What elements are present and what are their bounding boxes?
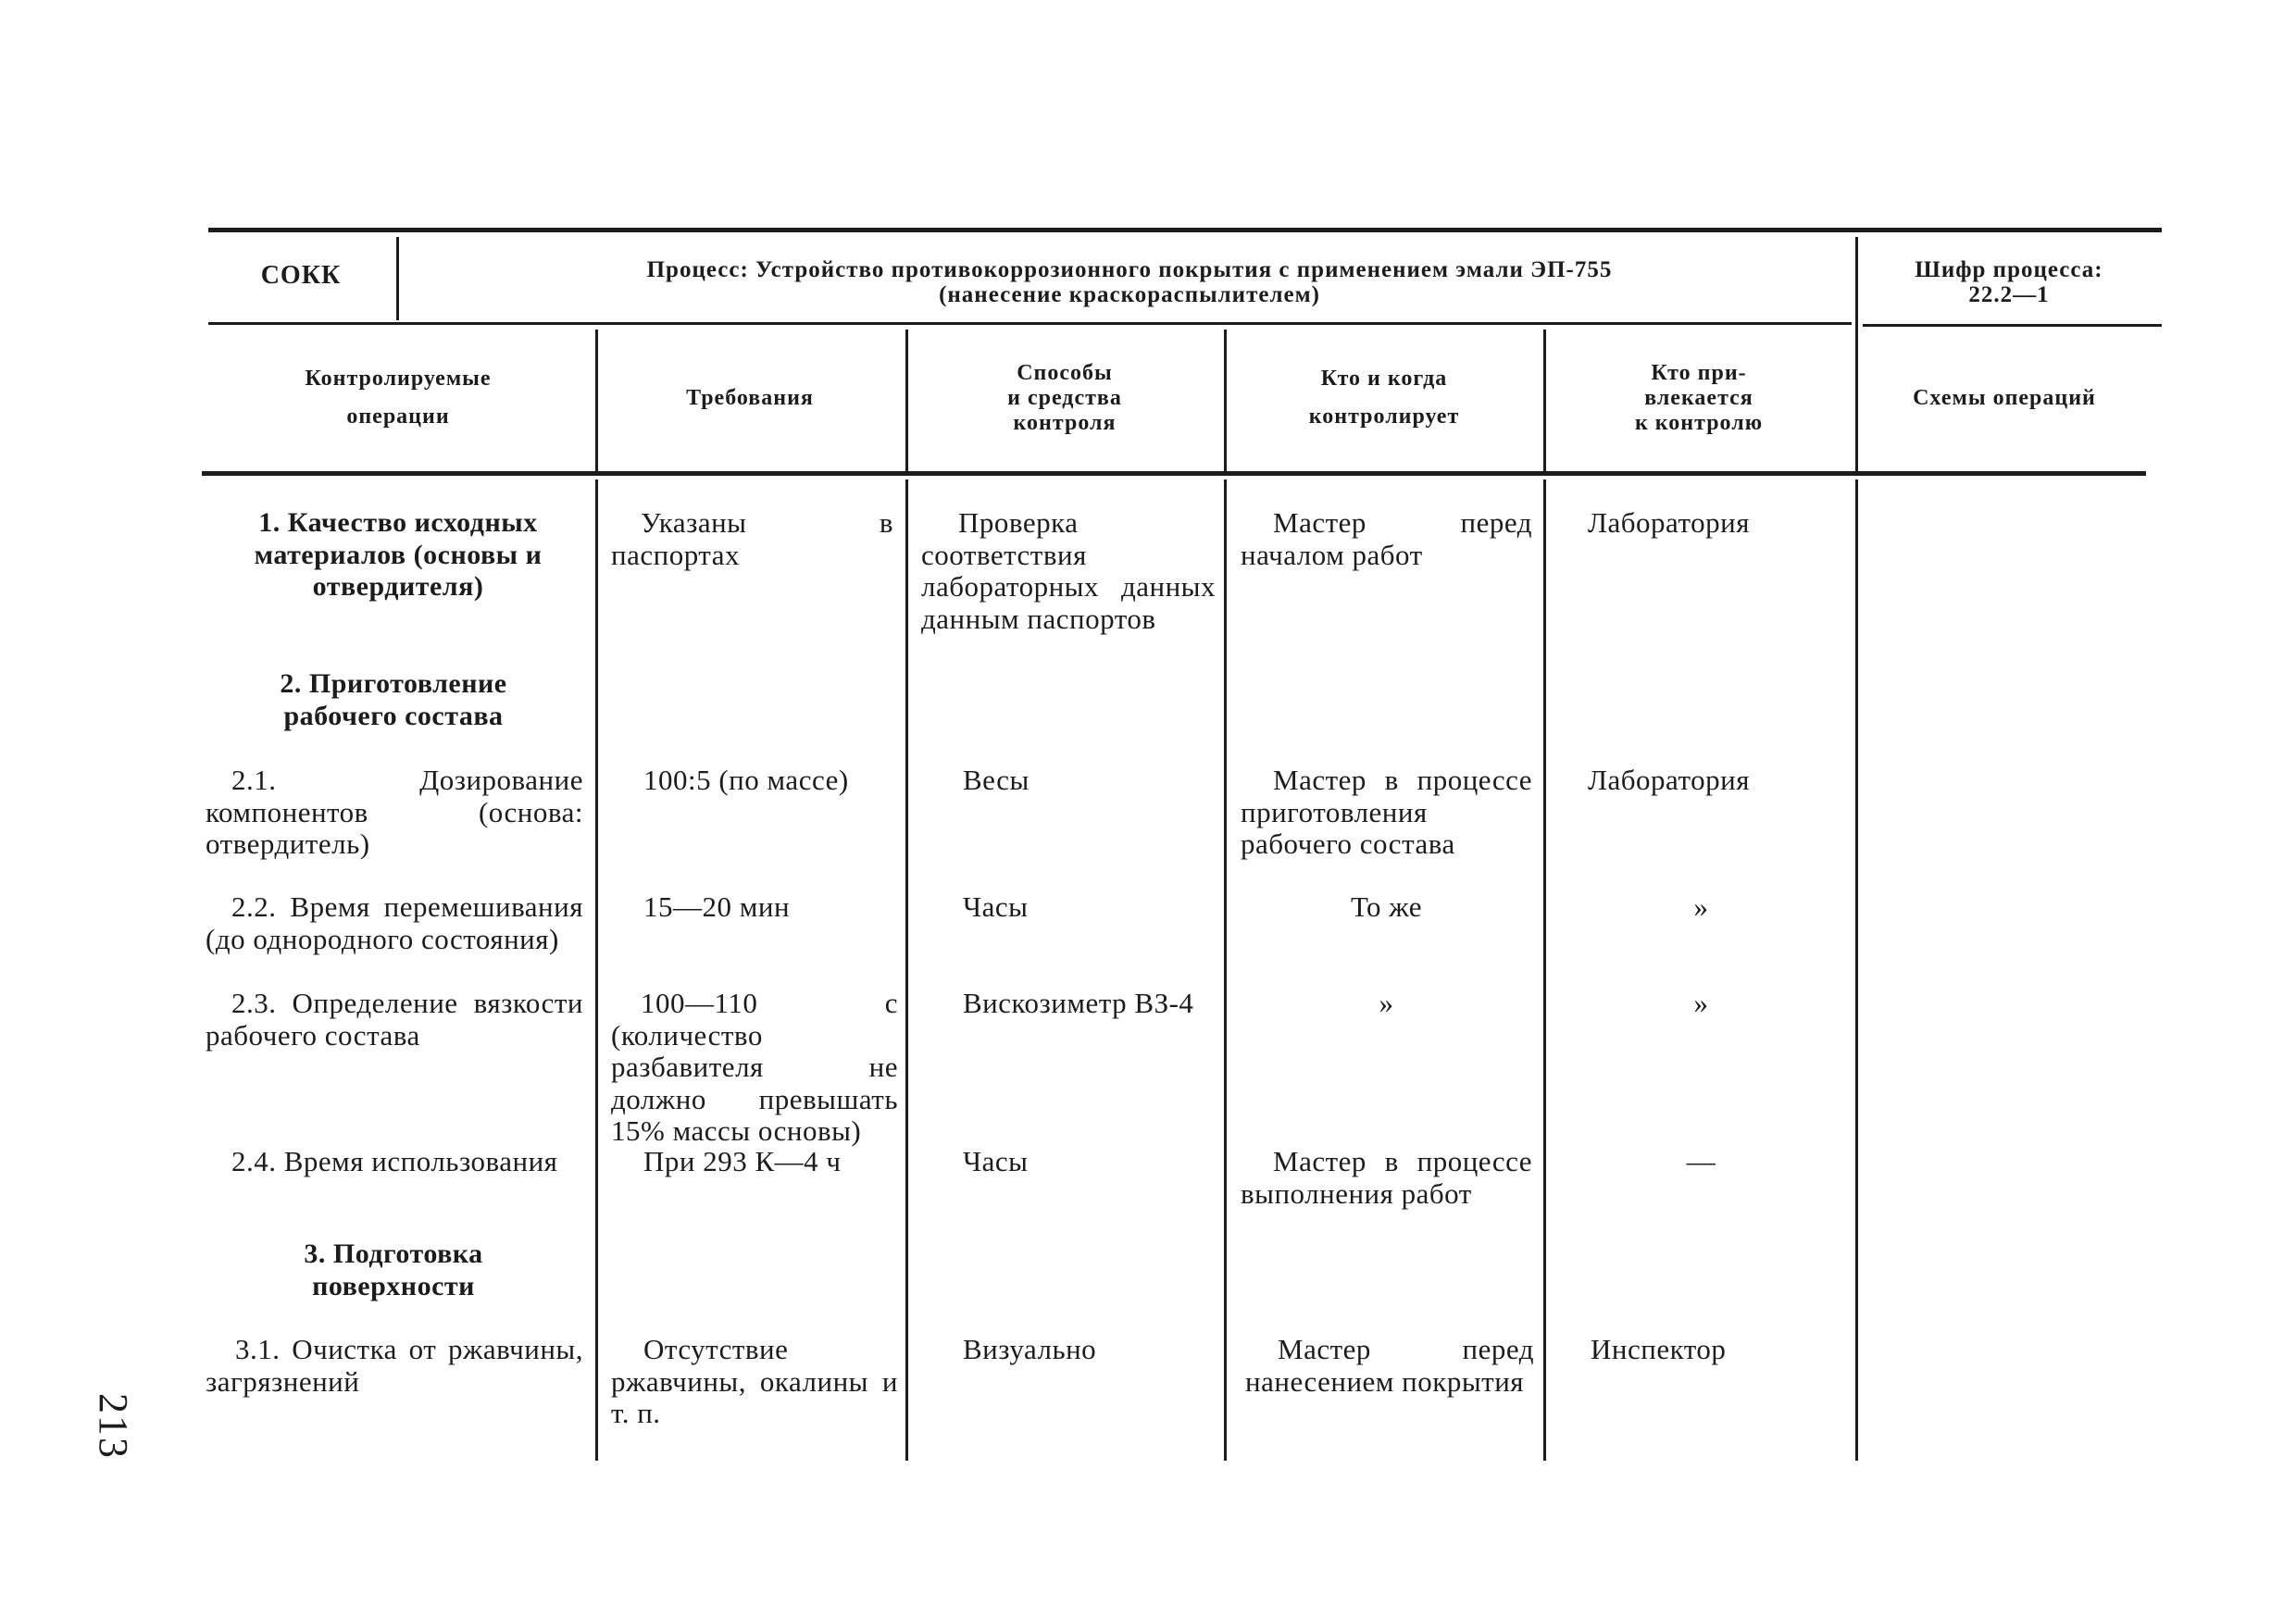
header-divider-2 bbox=[1855, 237, 1858, 330]
col-header-involved: Кто при- влекается к контролю bbox=[1634, 360, 1764, 435]
row-2-4-method: Часы bbox=[963, 1145, 1029, 1177]
row-2-1-who: Мастер в процессе приготовления рабочего состава bbox=[1241, 764, 1532, 860]
row-1-who: Мастер перед началом работ bbox=[1241, 506, 1532, 571]
col-header-requirements: Требования bbox=[686, 385, 814, 410]
col-divider-5 bbox=[1855, 330, 1858, 472]
row-2-2-who: То же bbox=[1350, 890, 1423, 923]
top-rule bbox=[208, 228, 2162, 232]
row-2-3-who: » bbox=[1379, 987, 1394, 1019]
process-code-label: Шифр процесса: bbox=[1915, 257, 2103, 282]
col-header-methods: Способы и средства контроля bbox=[1007, 360, 1122, 435]
row-1-operation: 1. Качество исходных материалов (основы и отвердителя) bbox=[254, 507, 543, 602]
row-3-1-operation: 3.1. Очистка от ржавчины, загрязнений bbox=[206, 1333, 583, 1398]
body-divider-5 bbox=[1855, 479, 1858, 1461]
row-2-4-requirement: При 293 К—4 ч bbox=[643, 1145, 842, 1177]
col-divider-2 bbox=[905, 330, 908, 472]
row-3-1-who: Мастер перед нанесением покрытия bbox=[1245, 1333, 1534, 1398]
row-2-2-involved: » bbox=[1693, 890, 1709, 923]
body-divider-3 bbox=[1224, 479, 1227, 1461]
body-divider-1 bbox=[595, 479, 598, 1461]
row-2-3-method: Вискозиметр ВЗ-4 bbox=[963, 987, 1194, 1019]
process-code bbox=[1870, 257, 2148, 307]
col-divider-1 bbox=[595, 330, 598, 472]
process-code-value: 22.2—1 bbox=[1968, 282, 2050, 307]
row-2-3-requirement: 100—110 с (количество разбавителя не должно превышать 15% массы основы) bbox=[611, 987, 898, 1147]
row-2-2-method: Часы bbox=[963, 890, 1029, 923]
row-3-1-requirement: Отсутствие ржавчины, окалины и т. п. bbox=[611, 1333, 898, 1429]
row-2-3-operation: 2.3. Определение вязкости рабочего состава bbox=[206, 987, 583, 1052]
header-divider-1 bbox=[396, 237, 399, 320]
row-2-4-who: Мастер в процессе выполнения работ bbox=[1241, 1145, 1532, 1210]
col-header-schemes: Схемы операций bbox=[1913, 385, 2096, 410]
col-header-operations: Контролируемые операции bbox=[305, 367, 492, 429]
row-2-1-involved: Лаборатория bbox=[1588, 764, 1751, 796]
header-bottom-rule-left bbox=[208, 322, 1852, 325]
row-2-1-requirement: 100:5 (по массе) bbox=[643, 764, 849, 796]
row-3-1-involved: Инспектор bbox=[1591, 1333, 1727, 1365]
row-2-2-operation: 2.2. Время перемешивания (до однородного состояния) bbox=[206, 890, 583, 955]
body-divider-4 bbox=[1543, 479, 1546, 1461]
row-2-3-involved: » bbox=[1693, 987, 1709, 1019]
sokk-label: СОКК bbox=[260, 261, 342, 290]
row-2-section-heading: 2. Приготовление рабочего состава bbox=[280, 668, 507, 731]
row-3-section-heading: 3. Подготовка поверхности bbox=[304, 1238, 483, 1301]
process-title-line1: Процесс: Устройство противокоррозионного покрытия с применением эмали ЭП-755 bbox=[646, 257, 1613, 282]
row-1-method: Проверка соответствия лабораторных данных данным паспортов bbox=[921, 506, 1216, 635]
body-divider-2 bbox=[905, 479, 908, 1461]
col-header-who-when: Кто и когда контролирует bbox=[1308, 367, 1460, 429]
row-2-4-operation: 2.4. Время использования bbox=[231, 1145, 558, 1177]
page-number: 213 bbox=[91, 1393, 136, 1460]
col-divider-3 bbox=[1224, 330, 1227, 472]
row-3-1-method: Визуально bbox=[963, 1333, 1097, 1365]
row-2-2-requirement: 15—20 мин bbox=[643, 890, 791, 923]
col-divider-4 bbox=[1543, 330, 1546, 472]
column-header-bottom-rule bbox=[202, 471, 2146, 476]
process-title-line2: (нанесение краскораспылителем) bbox=[939, 282, 1320, 307]
process-title bbox=[435, 257, 1824, 307]
row-1-requirement: Указаны в паспортах bbox=[611, 506, 893, 571]
row-2-4-involved: — bbox=[1686, 1145, 1716, 1177]
row-2-1-operation: 2.1. Дозирование компонентов (основа: отвердитель) bbox=[206, 764, 583, 860]
header-bottom-rule-right bbox=[1863, 324, 2162, 327]
row-2-1-method: Весы bbox=[963, 764, 1029, 796]
row-1-involved: Лаборатория bbox=[1588, 506, 1751, 539]
